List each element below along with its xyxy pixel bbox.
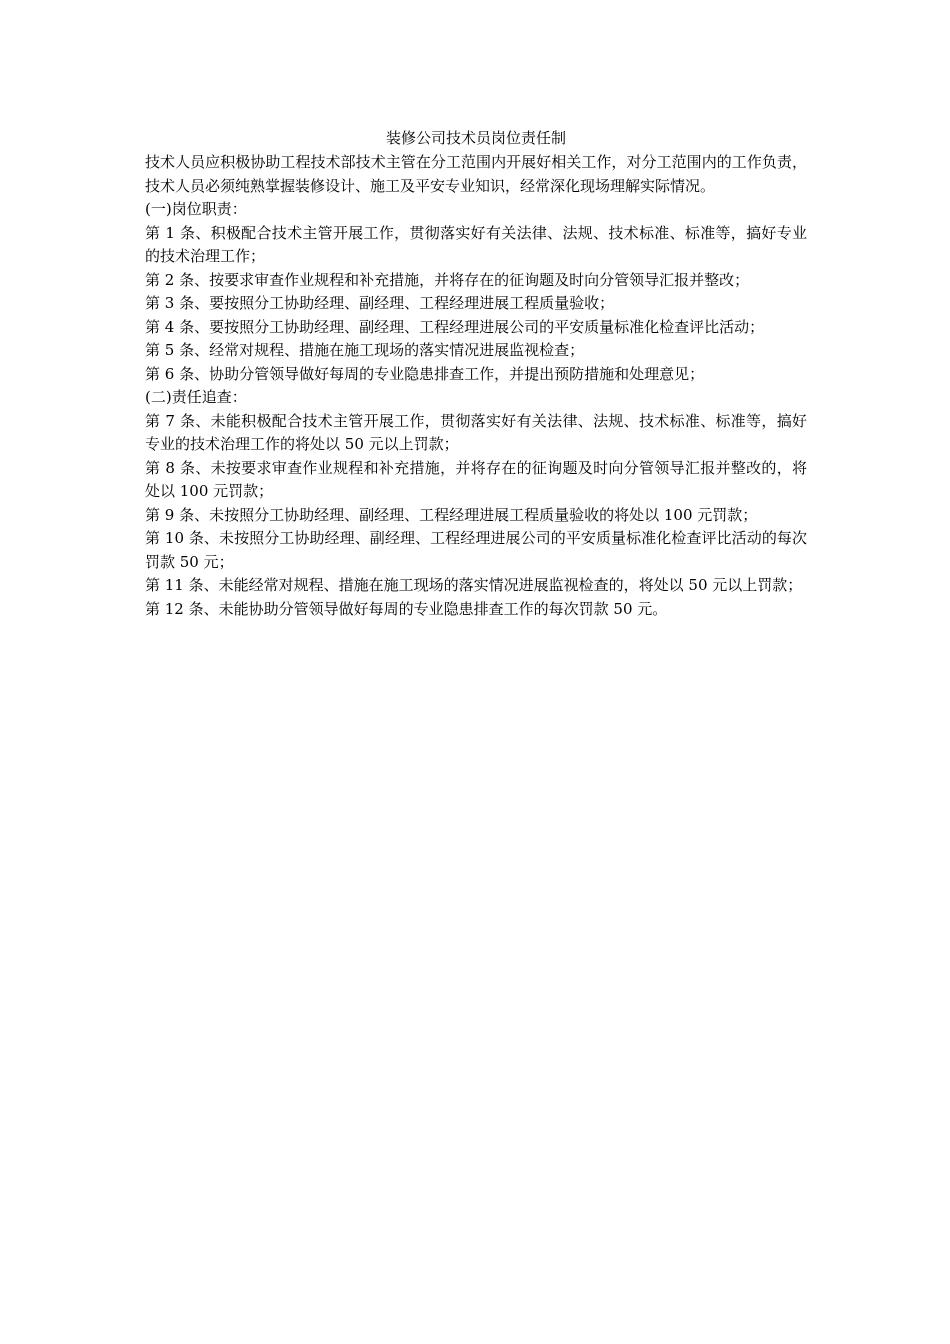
- article-9: 第 9 条、未按照分工协助经理、副经理、工程经理进展工程质量验收的将处以 100 元罚款；: [145, 505, 758, 524]
- section-heading-accountability: (二)责任追查：: [145, 388, 247, 406]
- article-12: 第 12 条、未能协助分管领导做好每周的专业隐患排查工作的每次罚款 50 元。: [145, 599, 668, 618]
- article-10: 第 10 条、未按照分工协助经理、副经理、工程经理进展公司的平安质量标准化检查评比活动的每次罚款 50 元；: [145, 529, 807, 571]
- article-4: 第 4 条、要按照分工协助经理、副经理、工程经理进展公司的平安质量标准化检查评比活动；: [145, 317, 765, 336]
- article-2: 第 2 条、按要求审查作业规程和补充措施，并将存在的征询题及时向分管领导汇报并整改；: [145, 270, 750, 289]
- article-5: 第 5 条、经常对规程、措施在施工现场的落实情况进展监视检查；: [145, 341, 585, 359]
- article-7: 第 7 条、未能积极配合技术主管开展工作，贯彻落实好有关法律、法规、技术标准、标准等，搞好专业的技术治理工作的将处以 50 元以上罚款；: [145, 411, 807, 453]
- article-6: 第 6 条、协助分管领导做好每周的专业隐患排查工作，并提出预防措施和处理意见；: [145, 364, 705, 383]
- section-heading-duties: (一)岗位职责：: [145, 200, 247, 218]
- article-11: 第 11 条、未能经常对规程、措施在施工现场的落实情况进展监视检查的，将处以 50 元以上罚款；: [145, 576, 803, 594]
- article-8: 第 8 条、未按要求审查作业规程和补充措施，并将存在的征询题及时向分管领导汇报并整改的，将处以 100 元罚款；: [145, 458, 807, 500]
- intro-paragraph: 技术人员应积极协助工程技术部技术主管在分工范围内开展好相关工作，对分工范围内的工作负责，技术人员必须纯熟掌握装修设计、施工及平安专业知识，经常深化现场理解实际情况。: [145, 153, 807, 195]
- article-1: 第 1 条、积极配合技术主管开展工作，贯彻落实好有关法律、法规、技术标准、标准等，搞好专业的技术治理工作；: [145, 223, 807, 265]
- document-title: 装修公司技术员岗位责任制: [385, 129, 566, 147]
- article-3: 第 3 条、要按照分工协助经理、副经理、工程经理进展工程质量验收；: [145, 294, 615, 312]
- document-page: [145, 127, 807, 621]
